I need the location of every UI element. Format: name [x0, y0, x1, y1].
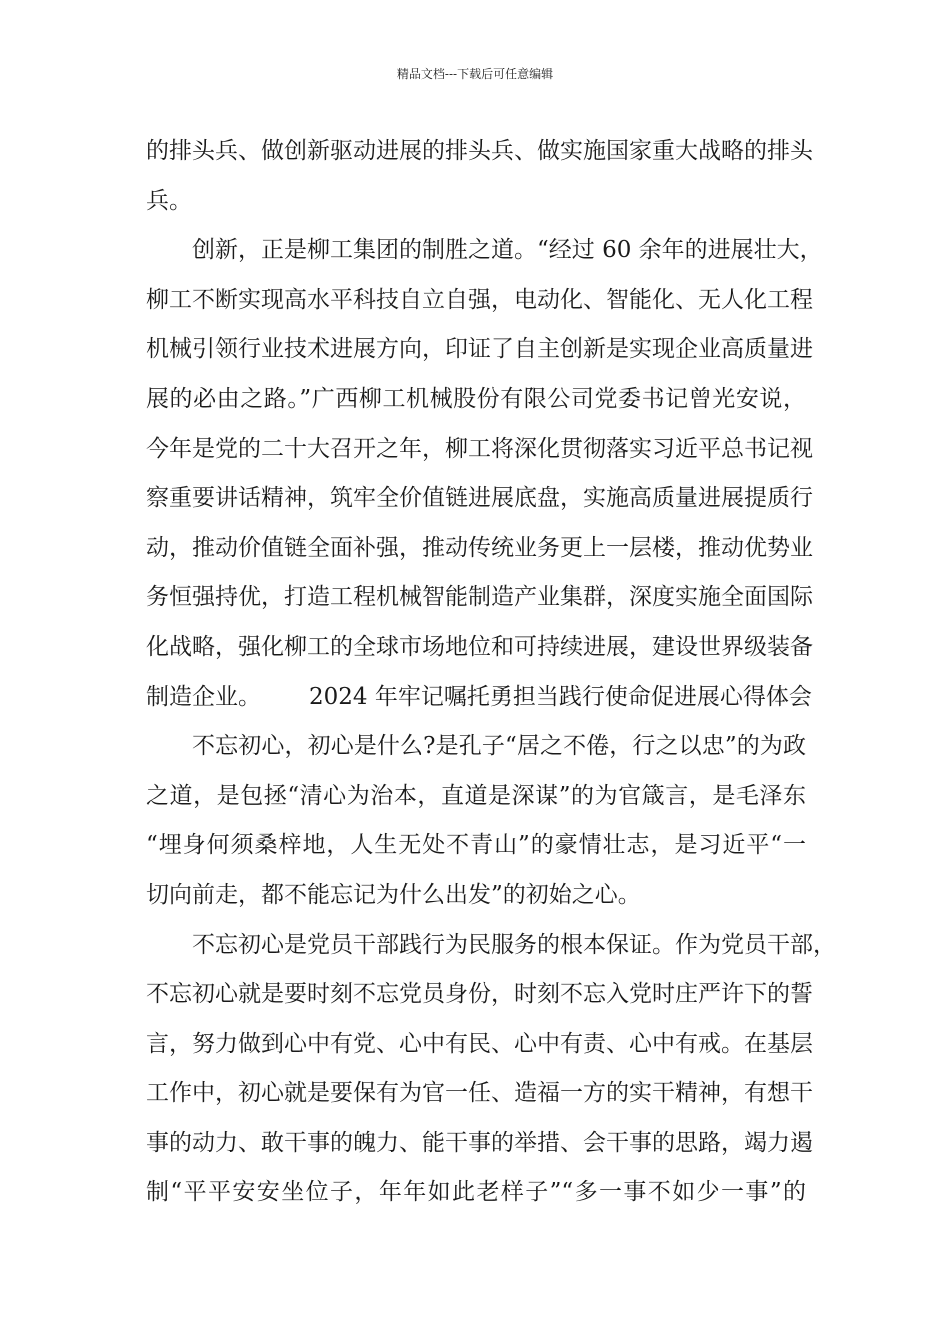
text-line: 动，推动价值链全面补强，推动传统业务更上一层楼，推动优势业: [146, 534, 813, 561]
text-line: 言，努力做到心中有党、心中有民、心中有责、心中有戒。在基层: [146, 1030, 813, 1057]
paragraph-first-line: 不忘初心，初心是什么?是孔子“居之不倦，行之以忠”的为政: [192, 733, 806, 760]
text-line: 之道，是包拯“清心为治本，直道是深谋”的为官箴言，是毛泽东: [146, 782, 806, 809]
text-line: 制“平平安安坐位子，年年如此老样子”“多一事不如少一事”的: [146, 1179, 806, 1206]
paragraph-end-text: 制造企业。: [146, 683, 261, 710]
text-line: 的排头兵、做创新驱动进展的排头兵、做实施国家重大战略的排头: [146, 138, 813, 164]
text-line: 事的动力、敢干事的魄力、能干事的举措、会干事的思路，竭力遏: [146, 1129, 813, 1156]
text-line: 今年是党的二十大召开之年，柳工将深化贯彻落实习近平总书记视: [146, 435, 813, 462]
text-line: 不忘初心就是要时刻不忘党员身份，时刻不忘入党时庄严许下的誓: [146, 981, 813, 1008]
text-line: 柳工不断实现高水平科技自立自强，电动化、智能化、无人化工程: [146, 286, 813, 313]
article-title: 2024 年牢记嘱托勇担当践行使命促进展心得体会: [309, 683, 812, 710]
page-header: 精品文档---下载后可任意编辑: [396, 67, 554, 81]
paragraph-first-line: 不忘初心是党员干部践行为民服务的根本保证。作为党员干部，: [192, 931, 836, 958]
text-line: 化战略，强化柳工的全球市场地位和可持续进展，建设世界级装备: [146, 633, 813, 660]
document-body: [146, 127, 836, 1218]
text-line: 切向前走，都不能忘记为什么出发”的初始之心。: [146, 881, 641, 908]
text-line: 展的必由之路。”广西柳工机械股份有限公司党委书记曾光安说，: [146, 385, 806, 412]
text-line: 机械引领行业技术进展方向，印证了自主创新是实现企业高质量进: [146, 336, 813, 363]
text-line: 务恒强持优，打造工程机械智能制造产业集群，深度实施全面国际: [146, 584, 813, 611]
text-line: 察重要讲话精神，筑牢全价值链进展底盘，实施高质量进展提质行: [146, 485, 813, 512]
text-line-with-heading: [146, 673, 812, 723]
text-line: “埋身何须桑梓地，人生无处不青山”的豪情壮志，是习近平“一: [146, 832, 806, 859]
paragraph-first-line: 创新，正是柳工集团的制胜之道。“经过 60 余年的进展壮大，: [192, 237, 823, 264]
text-line: 兵。: [146, 187, 192, 214]
text-line: 工作中，初心就是要保有为官一任、造福一方的实干精神，有想干: [146, 1080, 813, 1107]
